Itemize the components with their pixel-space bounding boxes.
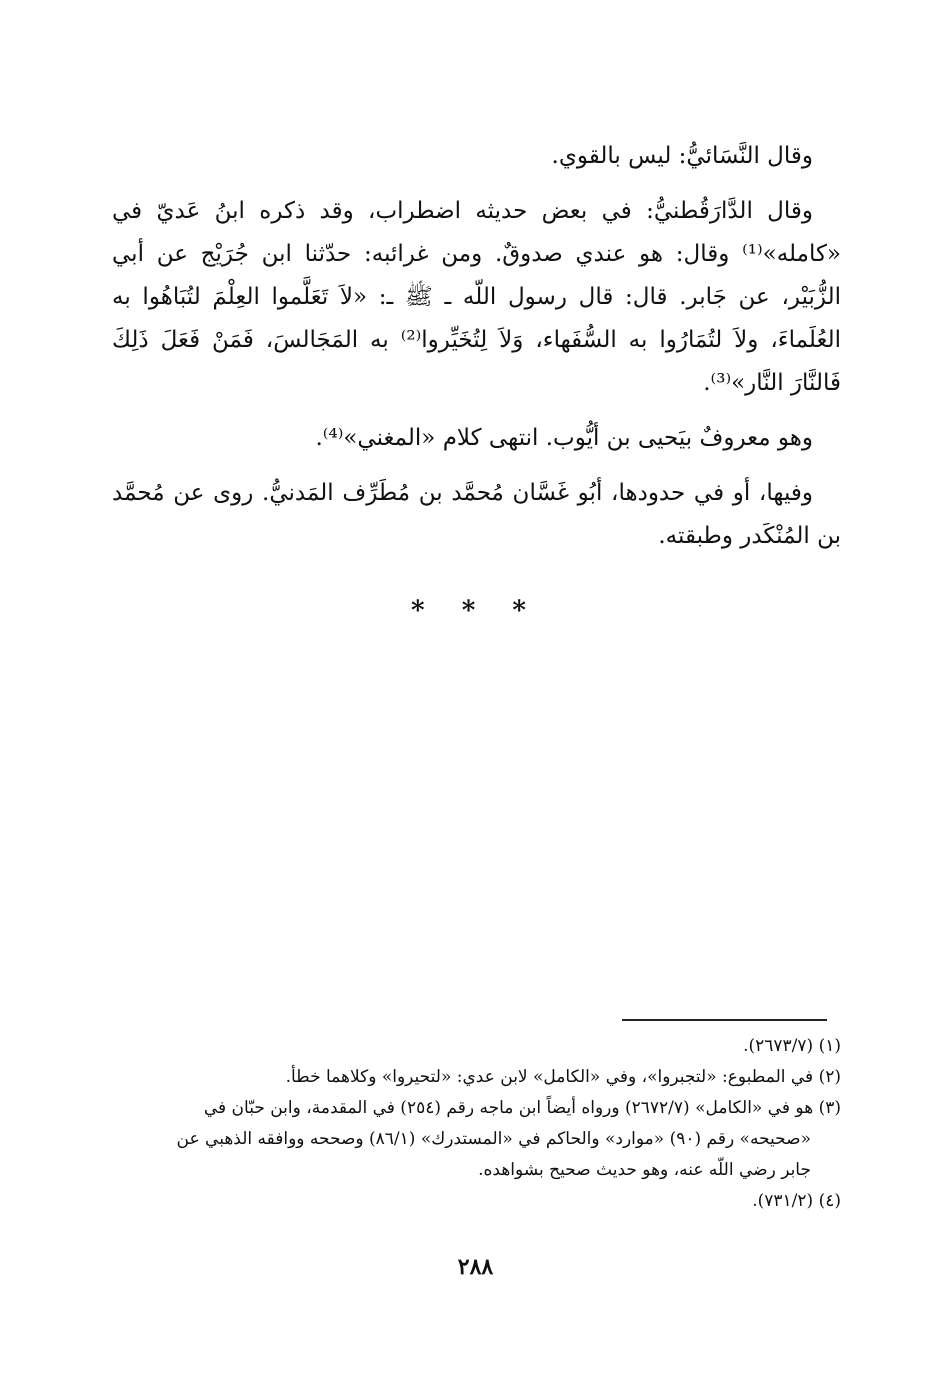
paragraph-nasai: وقال النَّسَائيُّ: ليس بالقوي.: [551, 143, 813, 169]
footnote-1: (١) (٢٦٧٣/٧).: [743, 1036, 841, 1056]
page-number: ٢٨٨: [457, 1254, 494, 1280]
footnotes: [115, 1031, 841, 1217]
section-separator: * * *: [411, 596, 540, 626]
paragraph-yahya: وهو معروفٌ بيَحيى بن أيُّوب. انتهى كلام «المغني»⁽⁴⁾.: [315, 425, 813, 451]
footnote-3-line-1: (٣) هو في «الكامل» (٢٦٧٢/٧) ورواه أيضاً ابن ماجه رقم (٢٥٤) في المقدمة، وابن حبّان في: [203, 1098, 841, 1118]
main-text-body: [112, 135, 841, 558]
footnote-4: (٤) (٧٣١/٢).: [752, 1191, 841, 1211]
paragraph-daraqutni: وقال الدَّارَقُطنيُّ: في بعض حديثه اضطراب، وقد ذكره ابنُ عَديّ في «كامله»⁽¹⁾ وقال: هو عندي صدوقٌ. ومن غرائبه: حدّثنا ابن جُرَيْج عن أبي الزُّبَيْر، عن جَابر. قال: قال رسول اللّه ـ ﷺ ـ: «لاَ تَعَلَّموا العِلْمَ لتُبَاهُوا به العُلَماءَ، ولاَ لتُمَارُوا به السُّفَهاء، وَلاَ لِتُخَيِّروا⁽²⁾ به المَجَالسَ، فَمَنْ فَعَلَ ذَلِكَ فَالنَّارَ النَّار»⁽³⁾.: [112, 198, 841, 396]
footnote-divider: [622, 1019, 827, 1021]
footnote-3-line-3: جابر رضي اللّه عنه، وهو حديث صحيح بشواهده.: [478, 1160, 811, 1180]
paragraph-abu-ghassan: وفيها، أو في حدودها، أبُو غَسَّان مُحمَّد بن مُطَرِّف المَدنيُّ. روى عن مُحمَّد بن المُنْكَدر وطبقته.: [112, 480, 841, 549]
footnote-3-line-2: «صحيحه» رقم (٩٠) «موارد» والحاكم في «المستدرك» (٨٦/١) وصححه ووافقه الذهبي عن: [176, 1129, 811, 1149]
footnote-2: (٢) في المطبوع: «لتجبروا»، وفي «الكامل» لابن عدي: «لتحيروا» وكلاهما خطأ.: [285, 1067, 841, 1087]
